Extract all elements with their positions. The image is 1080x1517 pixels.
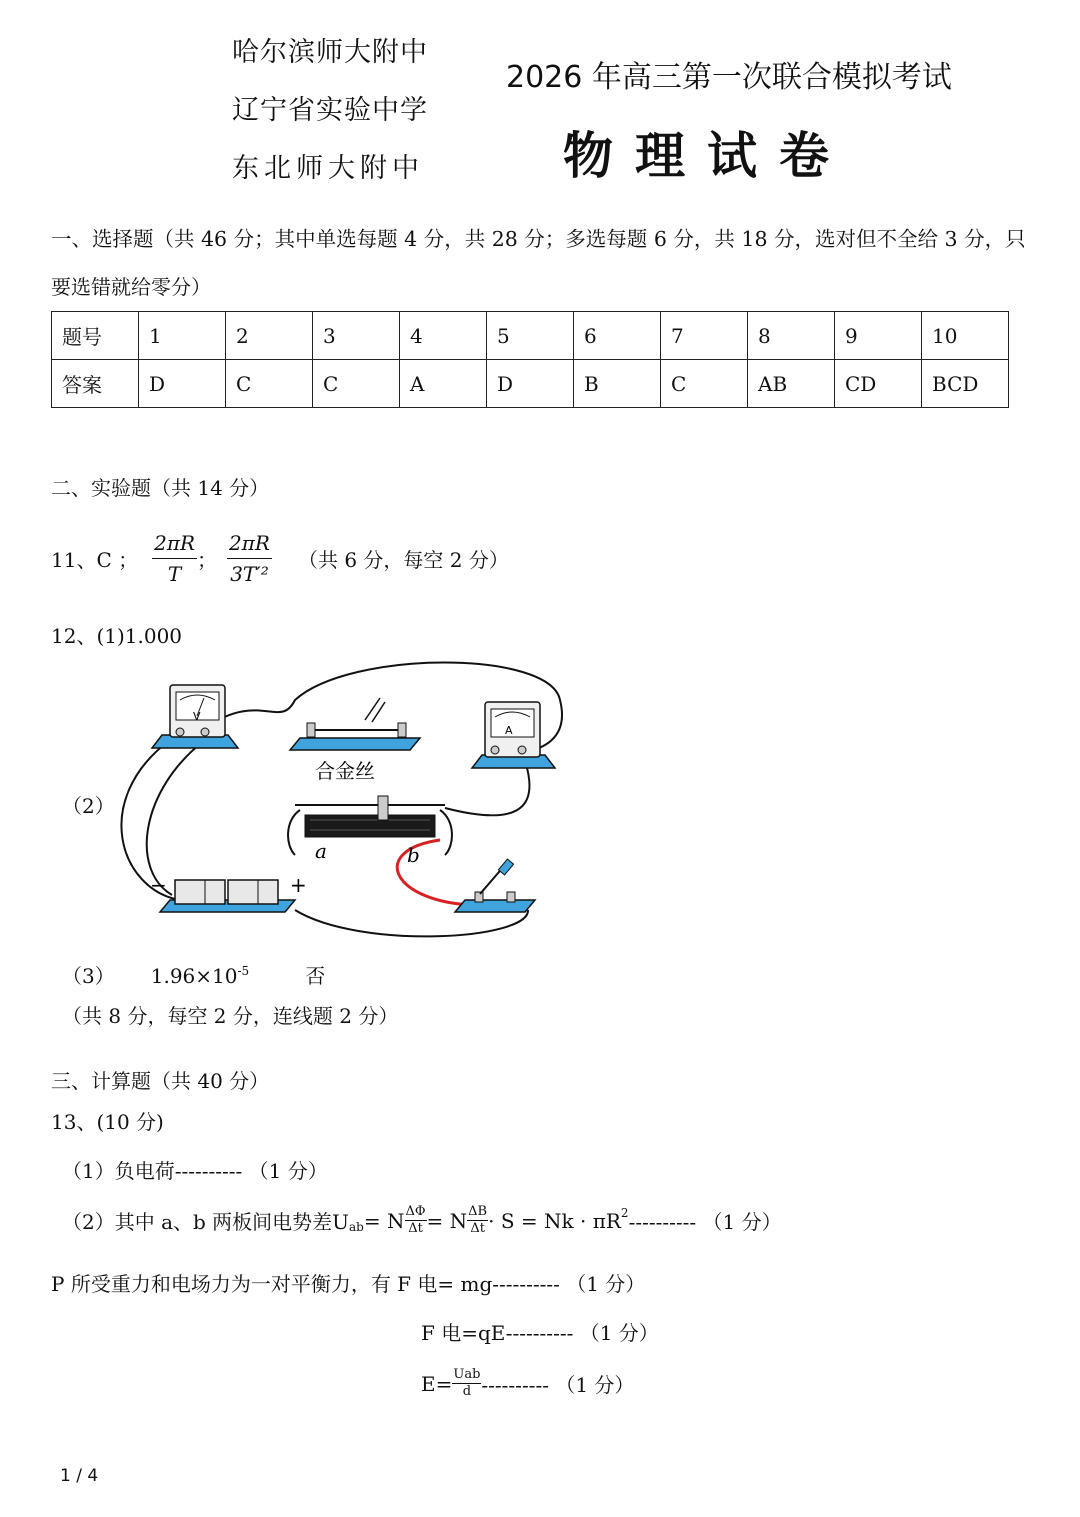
- q13-title: 13、(10 分): [51, 1110, 164, 1134]
- alloy-wire-label: 合金丝: [315, 759, 375, 783]
- answer-table: [51, 311, 1009, 408]
- table-cell: 5: [487, 312, 574, 360]
- q12-part3-label: （3）: [62, 964, 115, 988]
- q12-part3-answer: 否: [305, 964, 326, 988]
- subject-title: 物理试卷: [563, 127, 851, 185]
- school-name-1: 哈尔滨师大附中: [232, 37, 428, 68]
- ammeter: [472, 702, 555, 768]
- q13-frac2-den: Δt: [470, 1221, 485, 1236]
- q12-part3-exponent: -5: [237, 964, 250, 978]
- table-cell: C: [313, 360, 400, 408]
- q13-line4: F 电=qE---------- （1 分）: [421, 1321, 659, 1345]
- q13-frac1-den: Δt: [408, 1221, 423, 1236]
- q13-frac5-den: d: [462, 1384, 472, 1399]
- table-cell: 2: [226, 312, 313, 360]
- q13-frac2-num: ΔB: [468, 1204, 488, 1219]
- q12-part2-label: （2）: [62, 794, 115, 818]
- q13-line2-prefix: （2）其中 a、b 两板间电势差U: [62, 1210, 350, 1234]
- q13-line5-prefix: E=: [421, 1371, 453, 1396]
- q13-line1: （1）负电荷---------- （1 分）: [62, 1159, 328, 1183]
- q13-fraction-db: [467, 1204, 488, 1237]
- q13-line5: [421, 1367, 634, 1400]
- table-cell: BCD: [922, 360, 1009, 408]
- q13-line2: [62, 1204, 782, 1237]
- table-cell: 9: [835, 312, 922, 360]
- table-cell: 7: [661, 312, 748, 360]
- voltmeter-label: V: [193, 710, 201, 723]
- table-row: [52, 360, 1009, 408]
- q11-frac2-den: 3T′²: [230, 562, 269, 586]
- table-cell: B: [574, 360, 661, 408]
- section1-heading: 一、选择题（共 46 分；其中单选每题 4 分，共 28 分；多选每题 6 分，共 18 分，选对但不全给 3 分，只: [51, 227, 1026, 251]
- table-cell: 6: [574, 312, 661, 360]
- q12-part1: 12、(1)1.000: [51, 624, 183, 648]
- table-cell: 8: [748, 312, 835, 360]
- table-cell: AB: [748, 360, 835, 408]
- q11-frac1-den: T: [167, 562, 182, 586]
- wire-voltmeter-battery-2: [147, 740, 205, 895]
- section1-heading-cont: 要选错就给零分）: [51, 275, 211, 299]
- q11-score: （共 6 分，每空 2 分）: [297, 548, 509, 572]
- q13-line3: P 所受重力和电场力为一对平衡力，有 F 电= mg---------- （1 分）: [51, 1272, 646, 1296]
- battery-minus: −: [150, 873, 167, 897]
- terminal-a-label: a: [315, 839, 327, 863]
- q13-fraction-dphi: [405, 1204, 427, 1237]
- terminal-b-label: b: [407, 843, 420, 867]
- q11-frac1-num: 2πR: [152, 528, 197, 559]
- table-cell: D: [139, 360, 226, 408]
- circuit-diagram: [110, 660, 580, 950]
- section3-heading: 三、计算题（共 40 分）: [51, 1069, 270, 1093]
- rheostat: [288, 796, 452, 867]
- q12-score: （共 8 分，每空 2 分，连线题 2 分）: [62, 1004, 399, 1028]
- table-cell: CD: [835, 360, 922, 408]
- q11-separator: ；: [197, 548, 218, 572]
- table-cell: 10: [922, 312, 1009, 360]
- wire-battery-switch: [295, 910, 528, 936]
- table-cell: 3: [313, 312, 400, 360]
- battery-plus: +: [290, 873, 307, 897]
- q13-line2-suffix: ---------- （1 分）: [628, 1210, 782, 1234]
- q11-fraction-2: [227, 528, 272, 589]
- q13-line2-eq2: = N: [426, 1208, 468, 1233]
- switch: [455, 859, 535, 912]
- ammeter-label: A: [505, 724, 513, 737]
- q13-line2-eq3: · S = Nk · πR: [488, 1208, 621, 1233]
- table-row-label: 题号: [52, 312, 139, 360]
- battery: [150, 873, 307, 912]
- table-row: [52, 312, 1009, 360]
- page-number: 1 / 4: [60, 1466, 99, 1486]
- voltmeter: [152, 685, 238, 748]
- q13-line2-eq1: = N: [363, 1208, 405, 1233]
- table-cell: C: [226, 360, 313, 408]
- table-cell: C: [661, 360, 748, 408]
- q11-fraction-1: [152, 528, 197, 589]
- q13-fraction-e: [452, 1367, 481, 1400]
- q13-frac1-num: ΔΦ: [405, 1204, 426, 1219]
- school-name-3: 东北师大附中: [232, 153, 424, 184]
- alloy-wire-board: [290, 698, 420, 783]
- q11-frac2-num: 2πR: [227, 528, 272, 559]
- table-cell: A: [400, 360, 487, 408]
- table-cell: 4: [400, 312, 487, 360]
- table-cell: D: [487, 360, 574, 408]
- exam-title: 2026 年高三第一次联合模拟考试: [506, 60, 952, 95]
- q13-line5-suffix: ---------- （1 分）: [481, 1373, 635, 1397]
- q12-part3-value: 1.96×10: [150, 964, 238, 988]
- q13-line2-sup: 2: [620, 1205, 629, 1220]
- school-name-2: 辽宁省实验中学: [232, 95, 428, 126]
- q13-line2-sub: ab: [349, 1219, 364, 1234]
- table-row-label: 答案: [52, 360, 139, 408]
- q12-part3: [62, 960, 325, 989]
- section2-heading: 二、实验题（共 14 分）: [51, 476, 270, 500]
- q11-answer: [51, 528, 509, 589]
- q13-frac5-num: Uab: [453, 1367, 481, 1382]
- table-cell: 1: [139, 312, 226, 360]
- q11-prefix: 11、C ；: [51, 548, 139, 572]
